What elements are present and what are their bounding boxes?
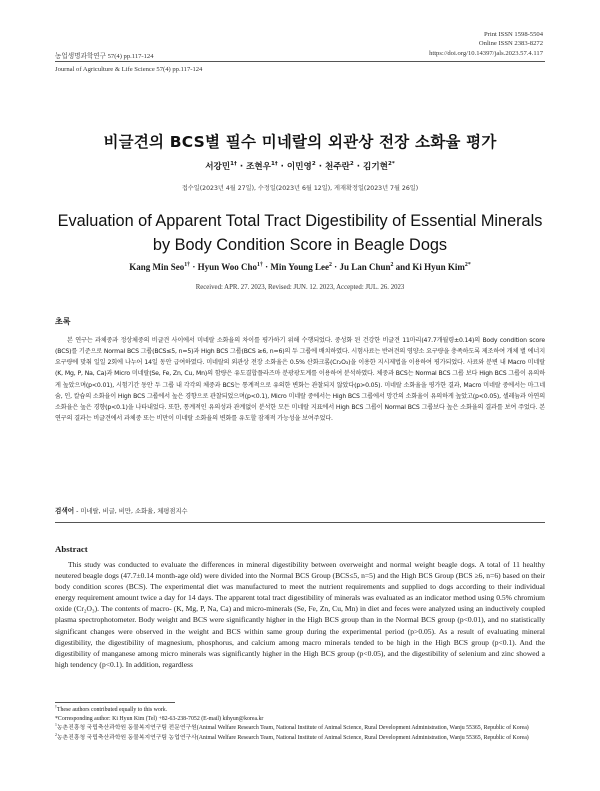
issn-block: [429, 30, 543, 58]
authors-ko: 서강민$^{1\dagger}$ · 조현우$^{1\dagger}$ · 이민영$^2$ · 천주란$^2$ · 김기현$^{2*}$: [205, 161, 395, 172]
footnote-rule: [55, 702, 175, 703]
author-ko: 이민영: [286, 162, 312, 172]
footnote-affiliation-2: $^2$농촌진흥청 국립축산과학원 동물복지연구팀 농업연구사(Animal Welfare Research Team, National Institute of Animal Science, Rural Development Administration, Wanju 55365, Republic of Korea): [55, 732, 529, 741]
issn-online: Online ISSN 2383-8272: [478, 40, 543, 48]
author-ko: 천주란: [324, 162, 350, 172]
author-en: Hyun Woo Cho: [197, 262, 257, 272]
authors-en: Kang Min Seo$^{1\dagger}$ · Hyun Woo Cho$^{1\dagger}$ · Min Young Lee$^2$ · Ju Lan Chun$^2$ and Ki Hyun Kim$^{2*}$: [129, 262, 471, 272]
abstract-ko-body: 본 연구는 과체중과 정상체중의 비글견 사이에서 미네랄 소화율의 차이를 평가하기 위해 수행되었다. 중성화 된 건강한 비글견 11마리(47.7개월령±0.14)의 Body condition score (BCS)를 기준으로 Normal BCS 그룹(BCS≤5, n=5)과 High BCS 그룹(BCS ≥6, n=6)의 두 그룹에 배치하였다. 시험사료는 반려견의 영양소 요구량을 충족하도록 제조하여 개체 별 에너지요구량에 맞춰 일일 2회에 나누어 14일 동안 급여하였다. 미네랄의 외관상 전장 소화율은 0.5% 산화크롬(Cr₂O₃)을 이용한 지시제법을 이용하여 평가되었다. 사료와 분변 내 Macro 미네랄(K, Mg, P, Na, Ca)과 Micro 미네랄(Se, Fe, Zn, Cu, Mn)의 함량은 유도결합플라즈마 분광광도계를 이용하여 분석하였다. 체중과 BCS는 Normal BCS 그룹 보다 High BCS 그룹이 유의하게 높았으며(p<0.01), 시험기간 동안 두 그룹 내 각각의 체중과 BCS는 통계적으로 유의한 변화는 관찰되지 않았다(p>0.05). 미네랄 소화율을 평가한 결과, Macro 미네랄 중에서는 마그네슘, 인, 칼슘의 소화율이 High BCS 그룹에서 높은 경향으로 관찰되었으며(p<0.1), Micro 미네랄 중에서는 High BCS 그룹에서 망간의 소화율이 유의하게 높았고(p<0.05), 셀레늄과 아연의 소화율은 높은 경향(p<0.1)을 나타내었다. 또한, 통계적인 유의성과 관계없이 분석한 모든 미네랄 지표에서 High BCS 그룹이 Normal BCS 그룹보다 높은 소화율의 결과를 보여 주었다. 본 연구의 결과는 비글견에서 과체중 또는 비만이 미네랄 소화율의 변화를 유도할 잠재적 가능성을 보여주었다.: [55, 337, 545, 423]
keywords-ko-list: - 미네랄, 비글, 비만, 소화율, 체평점지수: [74, 508, 188, 515]
author-ko: 김기현: [363, 162, 388, 172]
author-en: Ju Lan Chun: [339, 262, 391, 272]
author-en: Ki Hyun Kim: [412, 262, 465, 272]
author-en: Min Young Lee: [270, 262, 329, 272]
author-ko: 조현우: [246, 162, 271, 172]
keywords-ko-label: 검색어: [55, 507, 75, 515]
dates-ko: 접수일(2023년 4월 27일), 수정일(2023년 6월 12일), 게재확정일(2023년 7월 26일): [181, 185, 419, 192]
keywords-ko: [55, 505, 188, 515]
abstract-en-body: This study was conducted to evaluate the differences in mineral digestibility between overweight and normal weight beagle dogs. A total of 11 healthy neutered beagle dogs (47.7±0.14 month-age old) were divided into the Normal BCS Group (BCS≤5, n=5) and the High BCS Group (BCS ≥6, n=6) based on their body condition scores (BCS). The experimental diet was manufactured to meet the nutrient requirements and supplied to dogs according to their individual energy requirement amount twice a day for 14 days. The apparent total tract digestibility of minerals was evaluated as an indicator method using 0.5% chromium oxide (Cr₂O₃). The contents of macro- (K, Mg, P, Na, Ca) and micro-minerals (Se, Fe, Zn, Cu, Mn) in diet and feces were analyzed using an inductively coupled plasma spectrophotometer. Body weight and BCS were significantly higher in the High BCS group than in the Normal BCS group (p<0.01), and no statistically significant changes were observed in the weight and BCS within same group during the experimental period (p>0.05). As a result of evaluating mineral digestibility, the digestibility of magnesium, phosphorus, and calcium among macro minerals tended to be high in the High BCS group (p<0.1). And the digestibility of manganese among micro minerals was significantly higher in the High BCS group (p<0.05), and the digestibility of selenium and zinc showed a high tendency (p<0.1). In addition, regardless: [55, 560, 545, 669]
footnote-affiliation-1: $^1$농촌진흥청 국립축산과학원 동물복지연구팀 전문연구원(Animal Welfare Research Team, National Institute of Animal Science, Rural Development Administration, Wanju 55365, Republic of Korea): [55, 723, 529, 732]
issn-print: Print ISSN 1598-5504: [484, 31, 543, 38]
header-rule: [55, 61, 545, 62]
title-ko: 비글견의 BCS별 필수 미네랄의 외관상 전장 소화율 평가: [103, 133, 497, 151]
abstract-ko-heading: 초록: [55, 317, 71, 326]
footnotes: [55, 706, 545, 743]
abstract-divider: [55, 522, 545, 523]
journal-name-en: Journal of Agriculture & Life Science 57(4) pp.117-124: [55, 66, 203, 73]
author-en: Kang Min Seo: [129, 262, 185, 272]
footnote-corresponding: *Corresponding author: Ki Hyun Kim (Tel) +82-63-238-7052 (E-mail) kihyun@korea.kr: [55, 716, 264, 723]
title-en-line1: Evaluation of Apparent Total Tract Digestibility of Essential Minerals: [57, 212, 543, 230]
journal-name-ko: 농업생명과학연구 57(4) pp.117-124: [55, 53, 154, 60]
abstract-en-heading: Abstract: [55, 544, 88, 554]
footnote-equal: †These authors contributed equally to this work.: [55, 705, 168, 713]
title-en-line2: by Body Condition Score in Beagle Dogs: [152, 236, 448, 254]
title-en: [55, 209, 545, 257]
doi-link[interactable]: https://doi.org/10.14397/jals.2023.57.4.117: [429, 49, 543, 57]
dates-en: Received: APR. 27. 2023, Revised: JUN. 12. 2023, Accepted: JUL. 26. 2023: [195, 284, 405, 291]
author-ko: 서강민: [205, 162, 231, 172]
